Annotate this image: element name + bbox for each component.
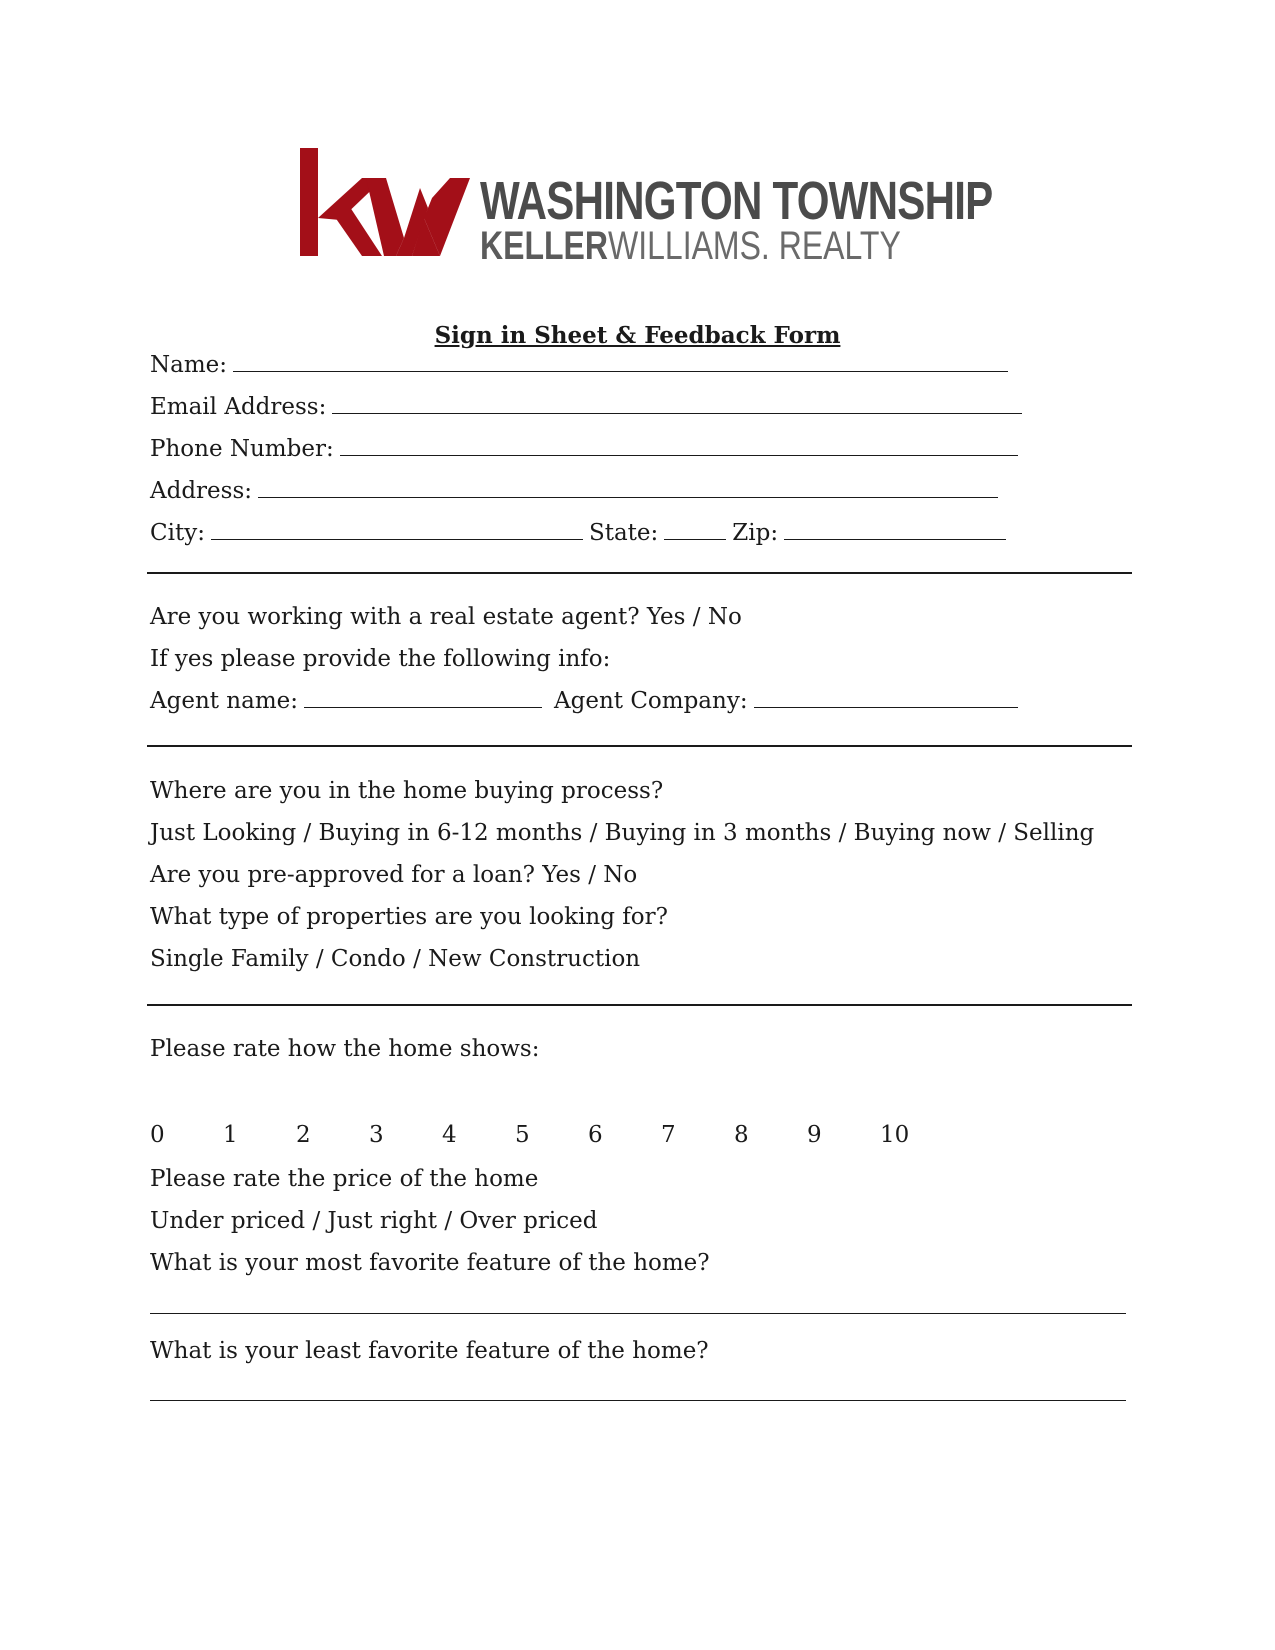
favorite-question: What is your most favorite feature of the home?	[150, 1250, 710, 1276]
buying-options: Just Looking / Buying in 6-12 months / Buying in 3 months / Buying now / Selling	[150, 820, 1095, 846]
city-label: City:	[150, 520, 205, 546]
address-row	[150, 476, 1004, 506]
section-divider	[147, 745, 1132, 747]
agent-name-field[interactable]	[304, 687, 542, 708]
agent-company-field[interactable]	[754, 687, 1018, 708]
agent-ifyes: If yes please provide the following info:	[150, 646, 611, 672]
name-label: Name:	[150, 352, 228, 378]
preapproved-question: Are you pre-approved for a loan? Yes / No	[150, 862, 638, 888]
phone-field[interactable]	[340, 435, 1018, 456]
name-field[interactable]	[233, 351, 1008, 372]
agent-row	[150, 686, 1024, 716]
agent-question: Are you working with a real estate agent? Yes / No	[150, 604, 742, 630]
zip-label: Zip:	[732, 520, 779, 546]
rate-show-question: Please rate how the home shows:	[150, 1036, 540, 1062]
phone-row	[150, 434, 1024, 464]
property-question: What type of properties are you looking for?	[150, 904, 668, 930]
rating-scale	[150, 1122, 950, 1152]
address-field[interactable]	[258, 477, 998, 498]
phone-label: Phone Number:	[150, 436, 334, 462]
least-question: What is your least favorite feature of the home?	[150, 1338, 709, 1364]
agent-name-label: Agent name:	[150, 688, 299, 714]
logo-keller-text: KELLER	[480, 224, 608, 268]
rating-option[interactable]: 3	[369, 1122, 384, 1148]
rating-option[interactable]: 1	[223, 1122, 238, 1148]
email-row	[150, 392, 1028, 422]
agent-company-label: Agent Company:	[554, 688, 748, 714]
city-state-zip-row	[150, 518, 1012, 548]
rating-option[interactable]: 2	[296, 1122, 311, 1148]
email-field[interactable]	[332, 393, 1022, 414]
logo-williams-text: WILLIAMS. REALTY	[608, 224, 901, 268]
section-divider	[147, 572, 1132, 574]
logo-keller-williams	[480, 224, 901, 269]
favorite-answer-field[interactable]	[150, 1313, 1126, 1314]
section-divider	[147, 1004, 1132, 1006]
address-label: Address:	[150, 478, 253, 504]
zip-field[interactable]	[784, 519, 1006, 540]
rating-option[interactable]: 6	[588, 1122, 603, 1148]
city-field[interactable]	[211, 519, 583, 540]
least-answer-field[interactable]	[150, 1400, 1126, 1401]
rate-price-question: Please rate the price of the home	[150, 1166, 539, 1192]
rating-option[interactable]: 9	[807, 1122, 822, 1148]
property-options: Single Family / Condo / New Construction	[150, 946, 641, 972]
email-label: Email Address:	[150, 394, 327, 420]
state-label: State:	[588, 520, 659, 546]
rating-option[interactable]: 0	[150, 1122, 165, 1148]
kw-logo-icon	[300, 148, 470, 260]
rating-option[interactable]: 5	[515, 1122, 530, 1148]
rating-option[interactable]: 10	[880, 1122, 910, 1148]
logo-washington-township: WASHINGTON TOWNSHIP	[480, 171, 993, 231]
price-options: Under priced / Just right / Over priced	[150, 1208, 598, 1234]
rating-option[interactable]: 4	[442, 1122, 457, 1148]
rating-option[interactable]: 7	[661, 1122, 676, 1148]
company-logo	[300, 148, 993, 268]
state-field[interactable]	[664, 519, 726, 540]
name-row	[150, 350, 1014, 380]
rating-option[interactable]: 8	[734, 1122, 749, 1148]
buying-question: Where are you in the home buying process?	[150, 778, 664, 804]
form-title: Sign in Sheet & Feedback Form	[434, 322, 841, 349]
